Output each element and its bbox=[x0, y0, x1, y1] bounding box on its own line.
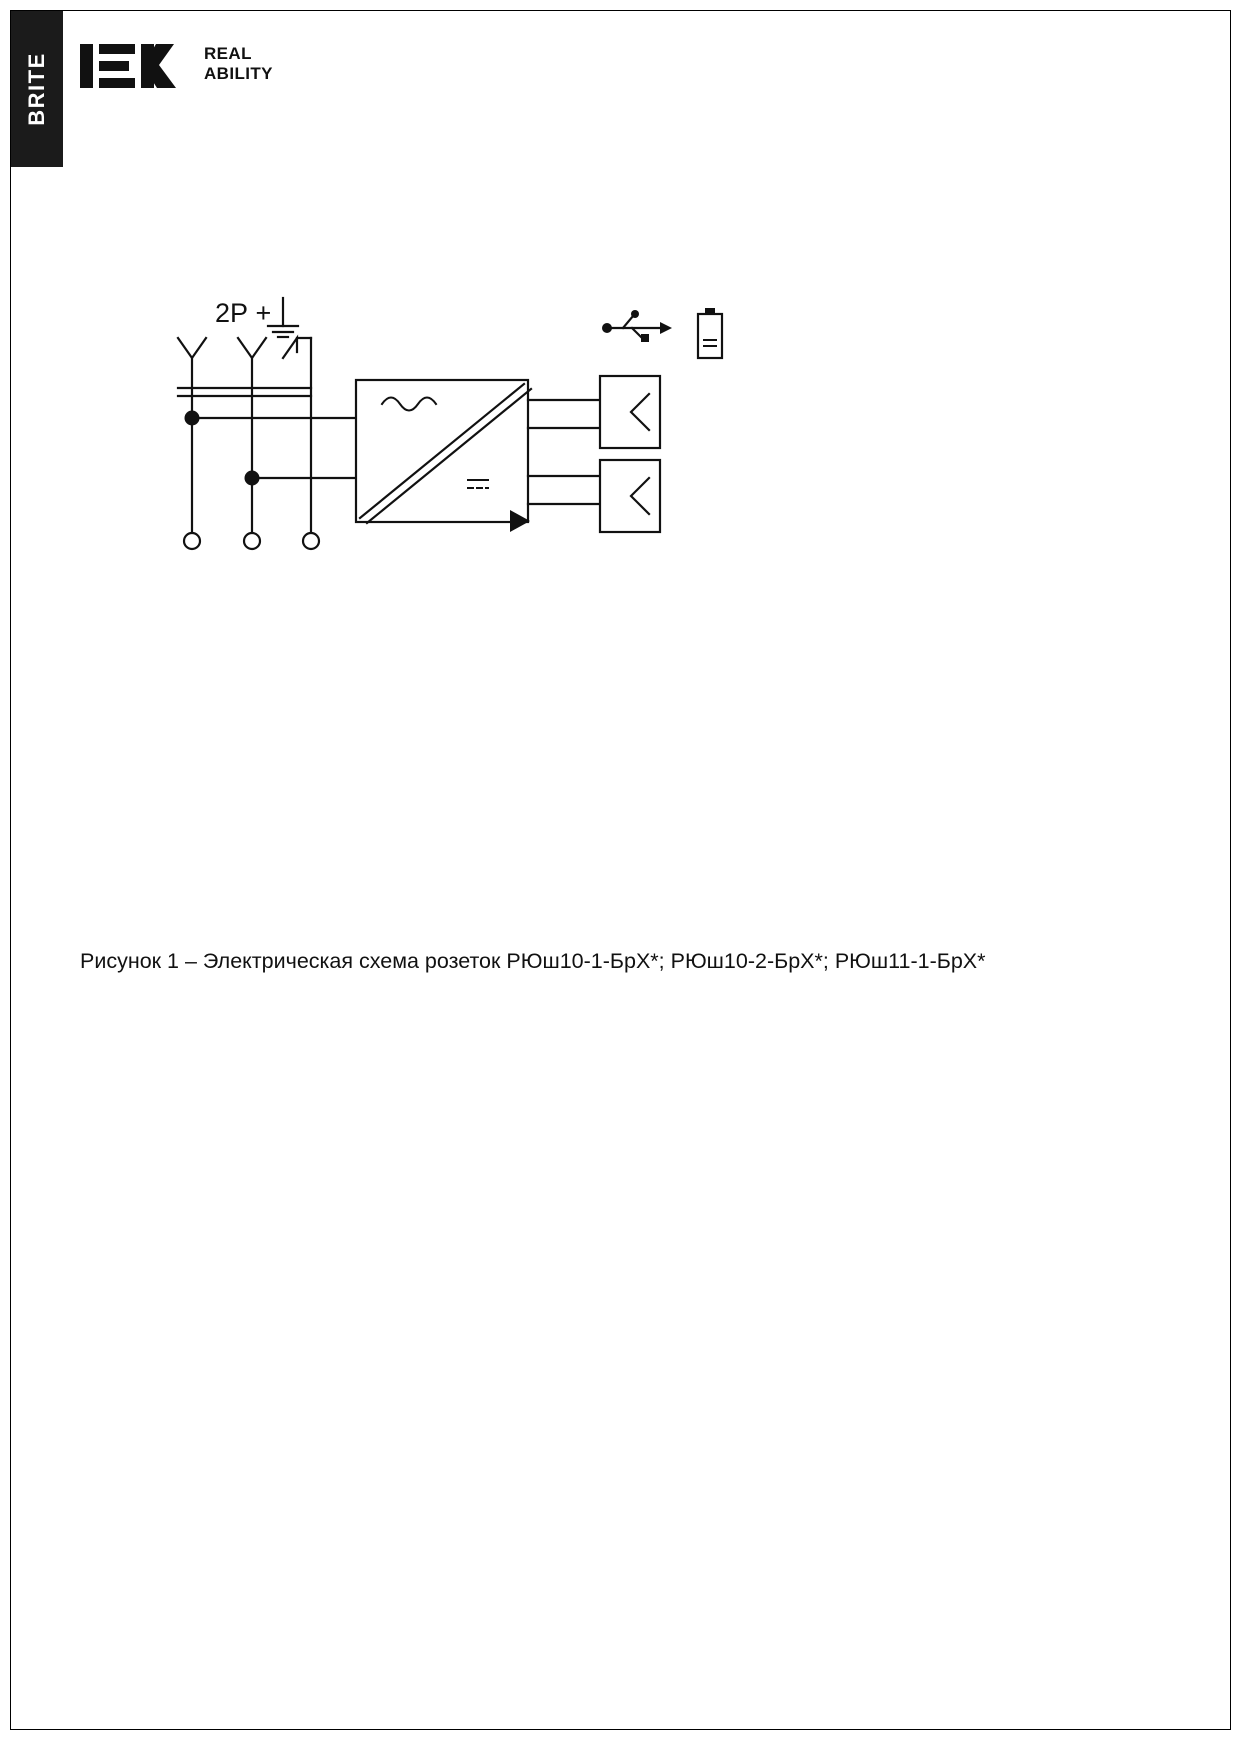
brand-tab bbox=[11, 11, 63, 167]
earth-ground-icon bbox=[268, 298, 298, 337]
figure-caption: Рисунок 1 – Электрическая схема розеток РЮш10-1-БрХ*; РЮш10-2-БрХ*; РЮш11-1-БрХ* bbox=[80, 949, 986, 973]
logo-tagline-line2: ABILITY bbox=[204, 63, 273, 83]
iek-logo-icon bbox=[80, 38, 188, 94]
battery-icon bbox=[698, 308, 722, 358]
electrical-schematic bbox=[120, 280, 940, 600]
logo-tagline bbox=[204, 44, 273, 83]
logo-tagline-line1: REAL bbox=[204, 44, 252, 63]
schematic-svg bbox=[120, 280, 940, 600]
brand-tab-label: BRITE bbox=[24, 52, 49, 126]
page-border bbox=[10, 10, 1231, 1730]
company-logo bbox=[80, 38, 273, 94]
usb-icon bbox=[602, 310, 672, 342]
terminal-label: 2P + bbox=[215, 298, 272, 328]
